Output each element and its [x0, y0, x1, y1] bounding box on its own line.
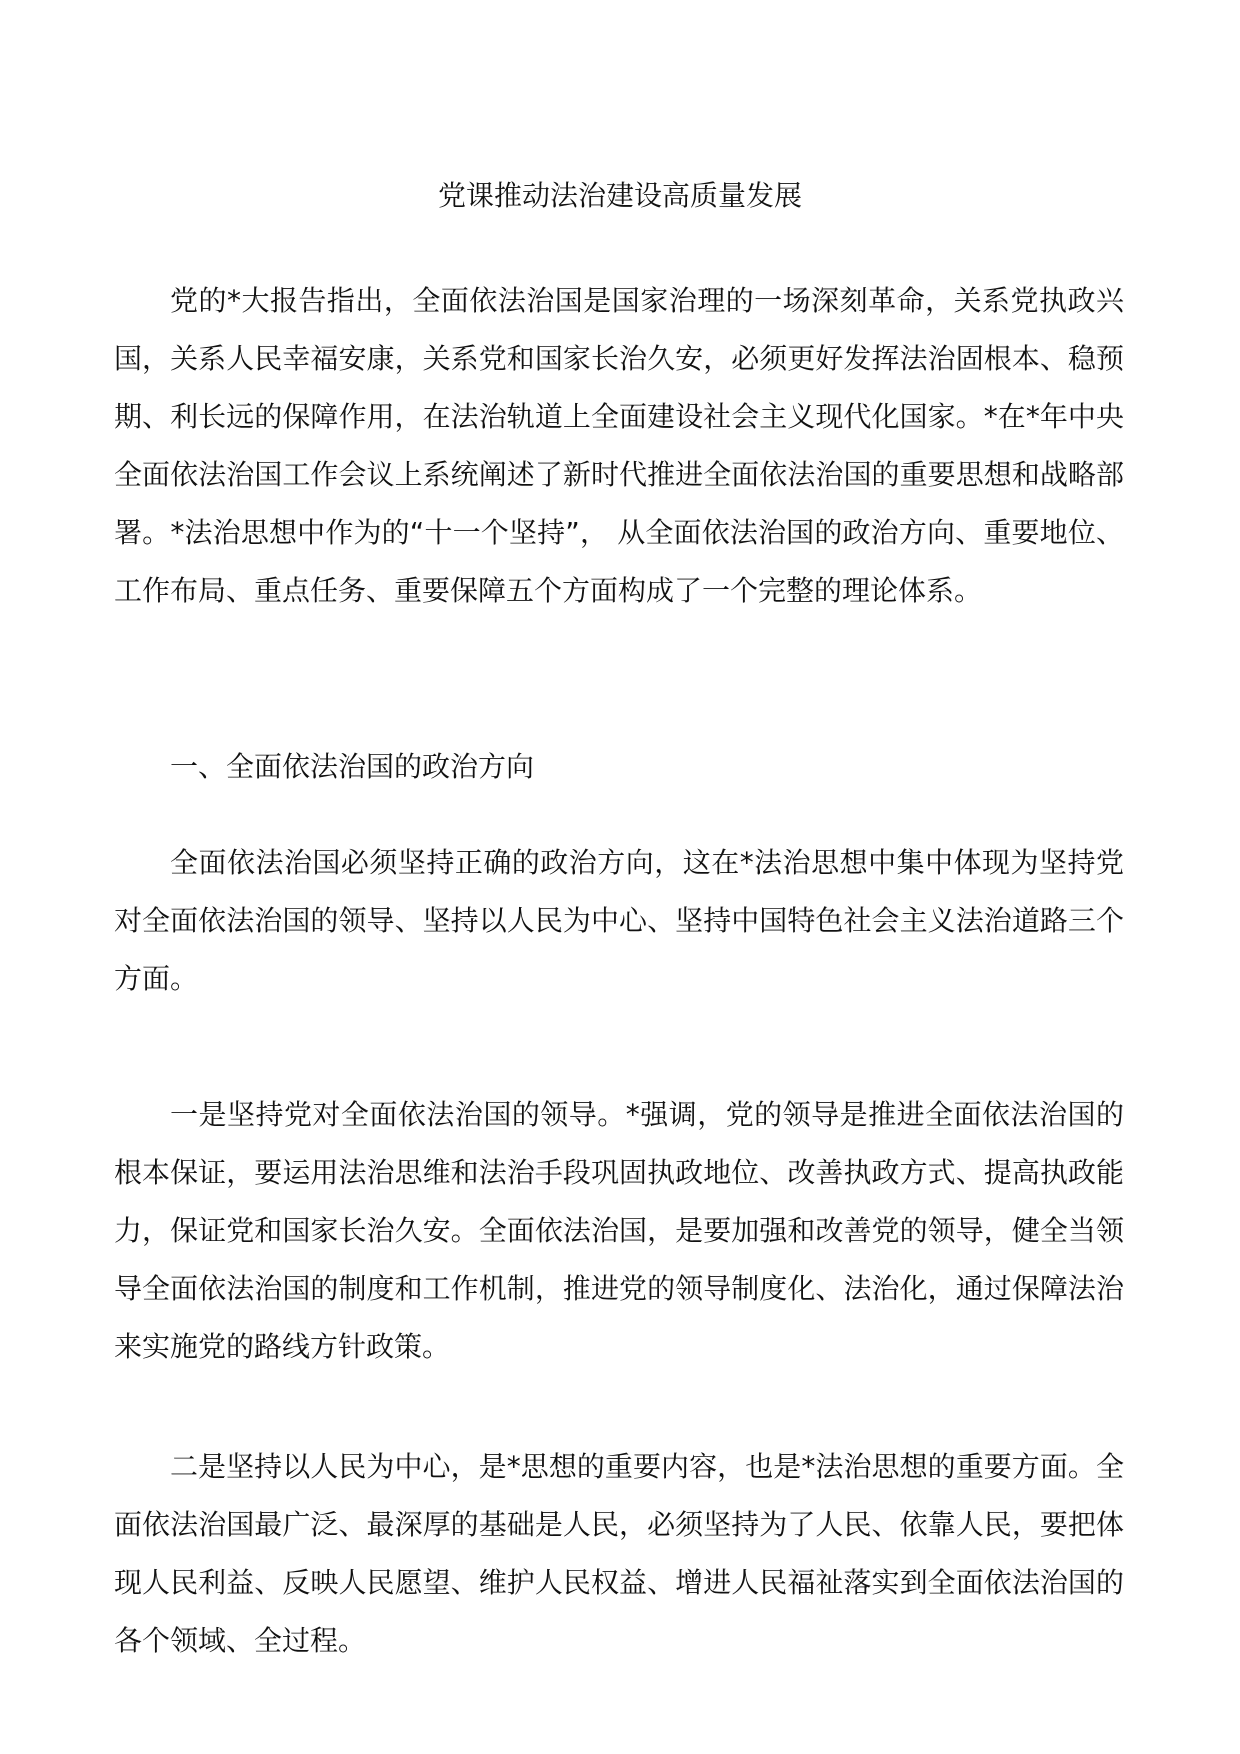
paragraph-political-direction: 全面依法治国必须坚持正确的政治方向，这在*法治思想中集中体现为坚持党对全面依法治国的领导、坚持以人民为中心、坚持中国特色社会主义法治道路三个方面。 — [114, 846, 1124, 995]
document-title: 党课推动法治建设高质量发展 — [437, 179, 802, 212]
paragraph-intro: 党的*大报告指出，全面依法治国是国家治理的一场深刻革命，关系党执政兴国，关系人民幸福安康，关系党和国家长治久安，必须更好发挥法治固根本、稳预期、利长远的保障作用，在法治轨道上全面建设社会主义现代化国家。*在*年中央全面依法治国工作会议上系统阐述了新时代推进全面依法治国的重要思想和战略部署。*法治思想中作为的“十一个坚持”， 从全面依法治国的政治方向、重要地位、工作布局、重点任务、重要保障五个方面构成了一个完整的理论体系。 — [114, 284, 1124, 607]
paragraph-party-leadership: 一是坚持党对全面依法治国的领导。*强调，党的领导是推进全面依法治国的根本保证，要运用法治思维和法治手段巩固执政地位、改善执政方式、提高执政能力，保证党和国家长治久安。全面依法治国，是要加强和改善党的领导，健全当领导全面依法治国的制度和工作机制，推进党的领导制度化、法治化，通过保障法治来实施党的路线方针政策。 — [114, 1098, 1124, 1363]
paragraph-people-centered: 二是坚持以人民为中心，是*思想的重要内容，也是*法治思想的重要方面。全面依法治国最广泛、最深厚的基础是人民，必须坚持为了人民、依靠人民，要把体现人民利益、反映人民愿望、维护人民权益、增进人民福祉落实到全面依法治国的各个领域、全过程。 — [114, 1450, 1124, 1657]
section-heading-political-direction: 一、全面依法治国的政治方向 — [170, 750, 535, 783]
